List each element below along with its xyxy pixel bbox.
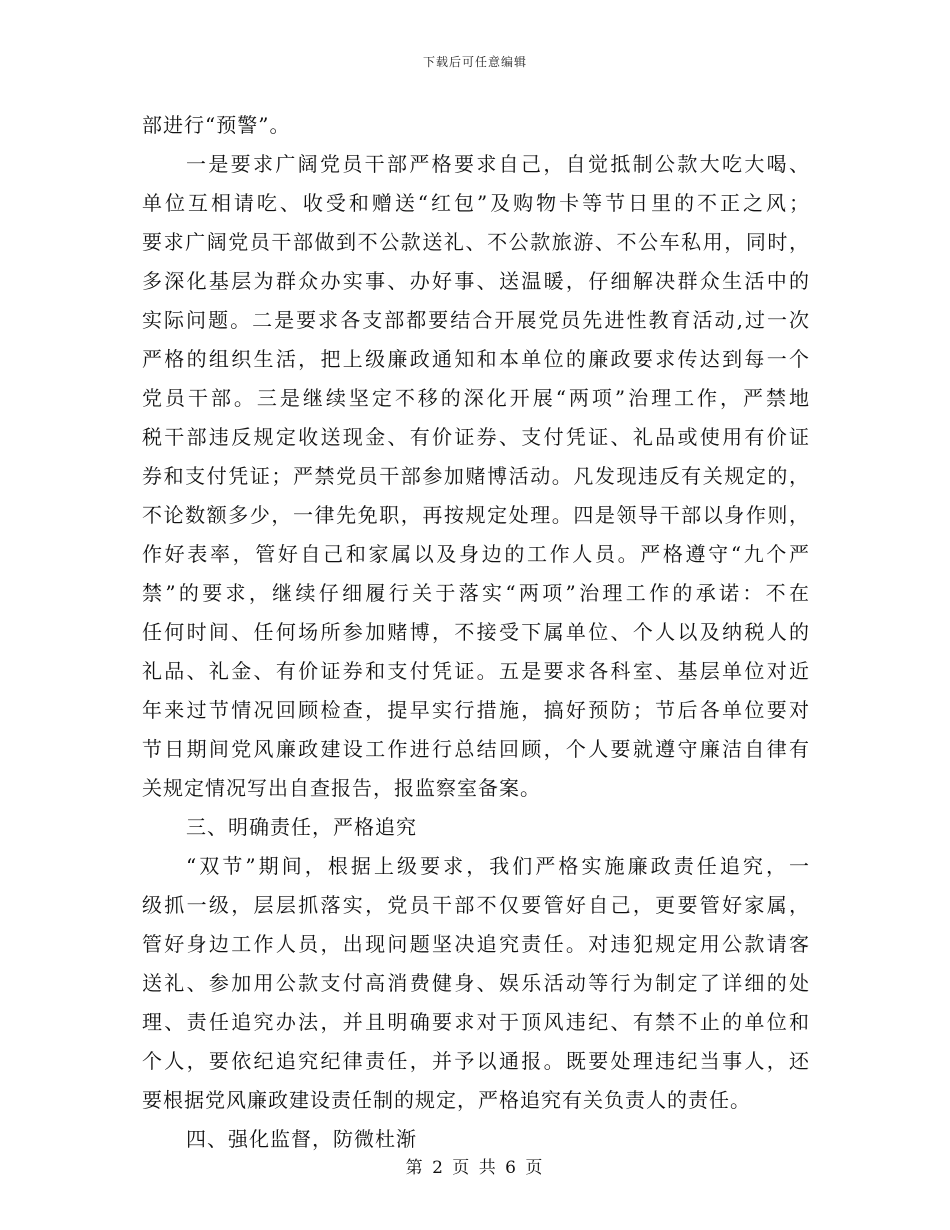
paragraph-line: 任何时间、任何场所参加赌博，不接受下属单位、个人以及纳税人的	[142, 620, 810, 644]
paragraph-line: 严格的组织生活，把上级廉政通知和本单位的廉政要求传达到每一个	[142, 347, 810, 371]
paragraph-line: 一是要求广阔党员干部严格要求自己，自觉抵制公款大吃大喝、	[186, 152, 810, 176]
paragraph-line: 礼品、礼金、有价证券和支付凭证。五是要求各科室、基层单位对近	[142, 659, 810, 683]
paragraph-line: 党员干部。三是继续坚定不移的深化开展“两项”治理工作，严禁地	[142, 386, 810, 410]
paragraph-line: 个人，要依纪追究纪律责任，并予以通报。既要处理违纪当事人，还	[142, 1049, 810, 1073]
document-body	[142, 106, 810, 1159]
paragraph-line: 税干部违反规定收送现金、有价证券、支付凭证、礼品或使用有价证	[142, 425, 810, 449]
paragraph-line: 管好身边工作人员，出现问题坚决追究责任。对违犯规定用公款请客	[142, 932, 810, 956]
section-heading: 四、强化监督，防微杜渐	[186, 1127, 417, 1151]
paragraph-line: 要根据党风廉政建设责任制的规定，严格追究有关负责人的责任。	[142, 1088, 751, 1112]
paragraph-line: 券和支付凭证；严禁党员干部参加赌博活动。凡发现违反有关规定的，	[142, 464, 810, 488]
paragraph-line: 部进行“预警”。	[142, 113, 291, 137]
paragraph-line: 送礼、参加用公款支付高消费健身、娱乐活动等行为制定了详细的处	[142, 971, 810, 995]
paragraph-line: 理、责任追究办法，并且明确要求对于顶风违纪、有禁不止的单位和	[142, 1010, 810, 1034]
page-header-note: 下载后可任意编辑	[422, 55, 527, 69]
paragraph-line: 关规定情况写出自查报告，报监察室备案。	[142, 776, 541, 800]
paragraph-line: 禁”的要求，继续仔细履行关于落实“两项”治理工作的承诺：不在	[142, 581, 810, 605]
paragraph-line: 不论数额多少，一律先免职，再按规定处理。四是领导干部以身作则，	[142, 503, 810, 527]
section-heading: 三、明确责任，严格追究	[186, 815, 417, 839]
paragraph-line: 年来过节情况回顾检查，提早实行措施，搞好预防；节后各单位要对	[142, 698, 810, 722]
paragraph-line: 多深化基层为群众办实事、办好事、送温暖，仔细解决群众生活中的	[142, 269, 810, 293]
paragraph-line: 实际问题。二是要求各支部都要结合开展党员先进性教育活动,过一次	[142, 308, 810, 332]
page-number: 第 2 页 共 6 页	[405, 1158, 545, 1178]
paragraph-line: “双节”期间，根据上级要求，我们严格实施廉政责任追究，一	[186, 854, 810, 878]
paragraph-line: 节日期间党风廉政建设工作进行总结回顾，个人要就遵守廉洁自律有	[142, 737, 810, 761]
paragraph-line: 级抓一级，层层抓落实，党员干部不仅要管好自己，更要管好家属，	[142, 893, 810, 917]
paragraph-line: 作好表率，管好自己和家属以及身边的工作人员。严格遵守“九个严	[142, 542, 810, 566]
paragraph-line: 单位互相请吃、收受和赠送“红包”及购物卡等节日里的不正之风；	[142, 191, 810, 215]
paragraph-line: 要求广阔党员干部做到不公款送礼、不公款旅游、不公车私用，同时，	[142, 230, 810, 254]
